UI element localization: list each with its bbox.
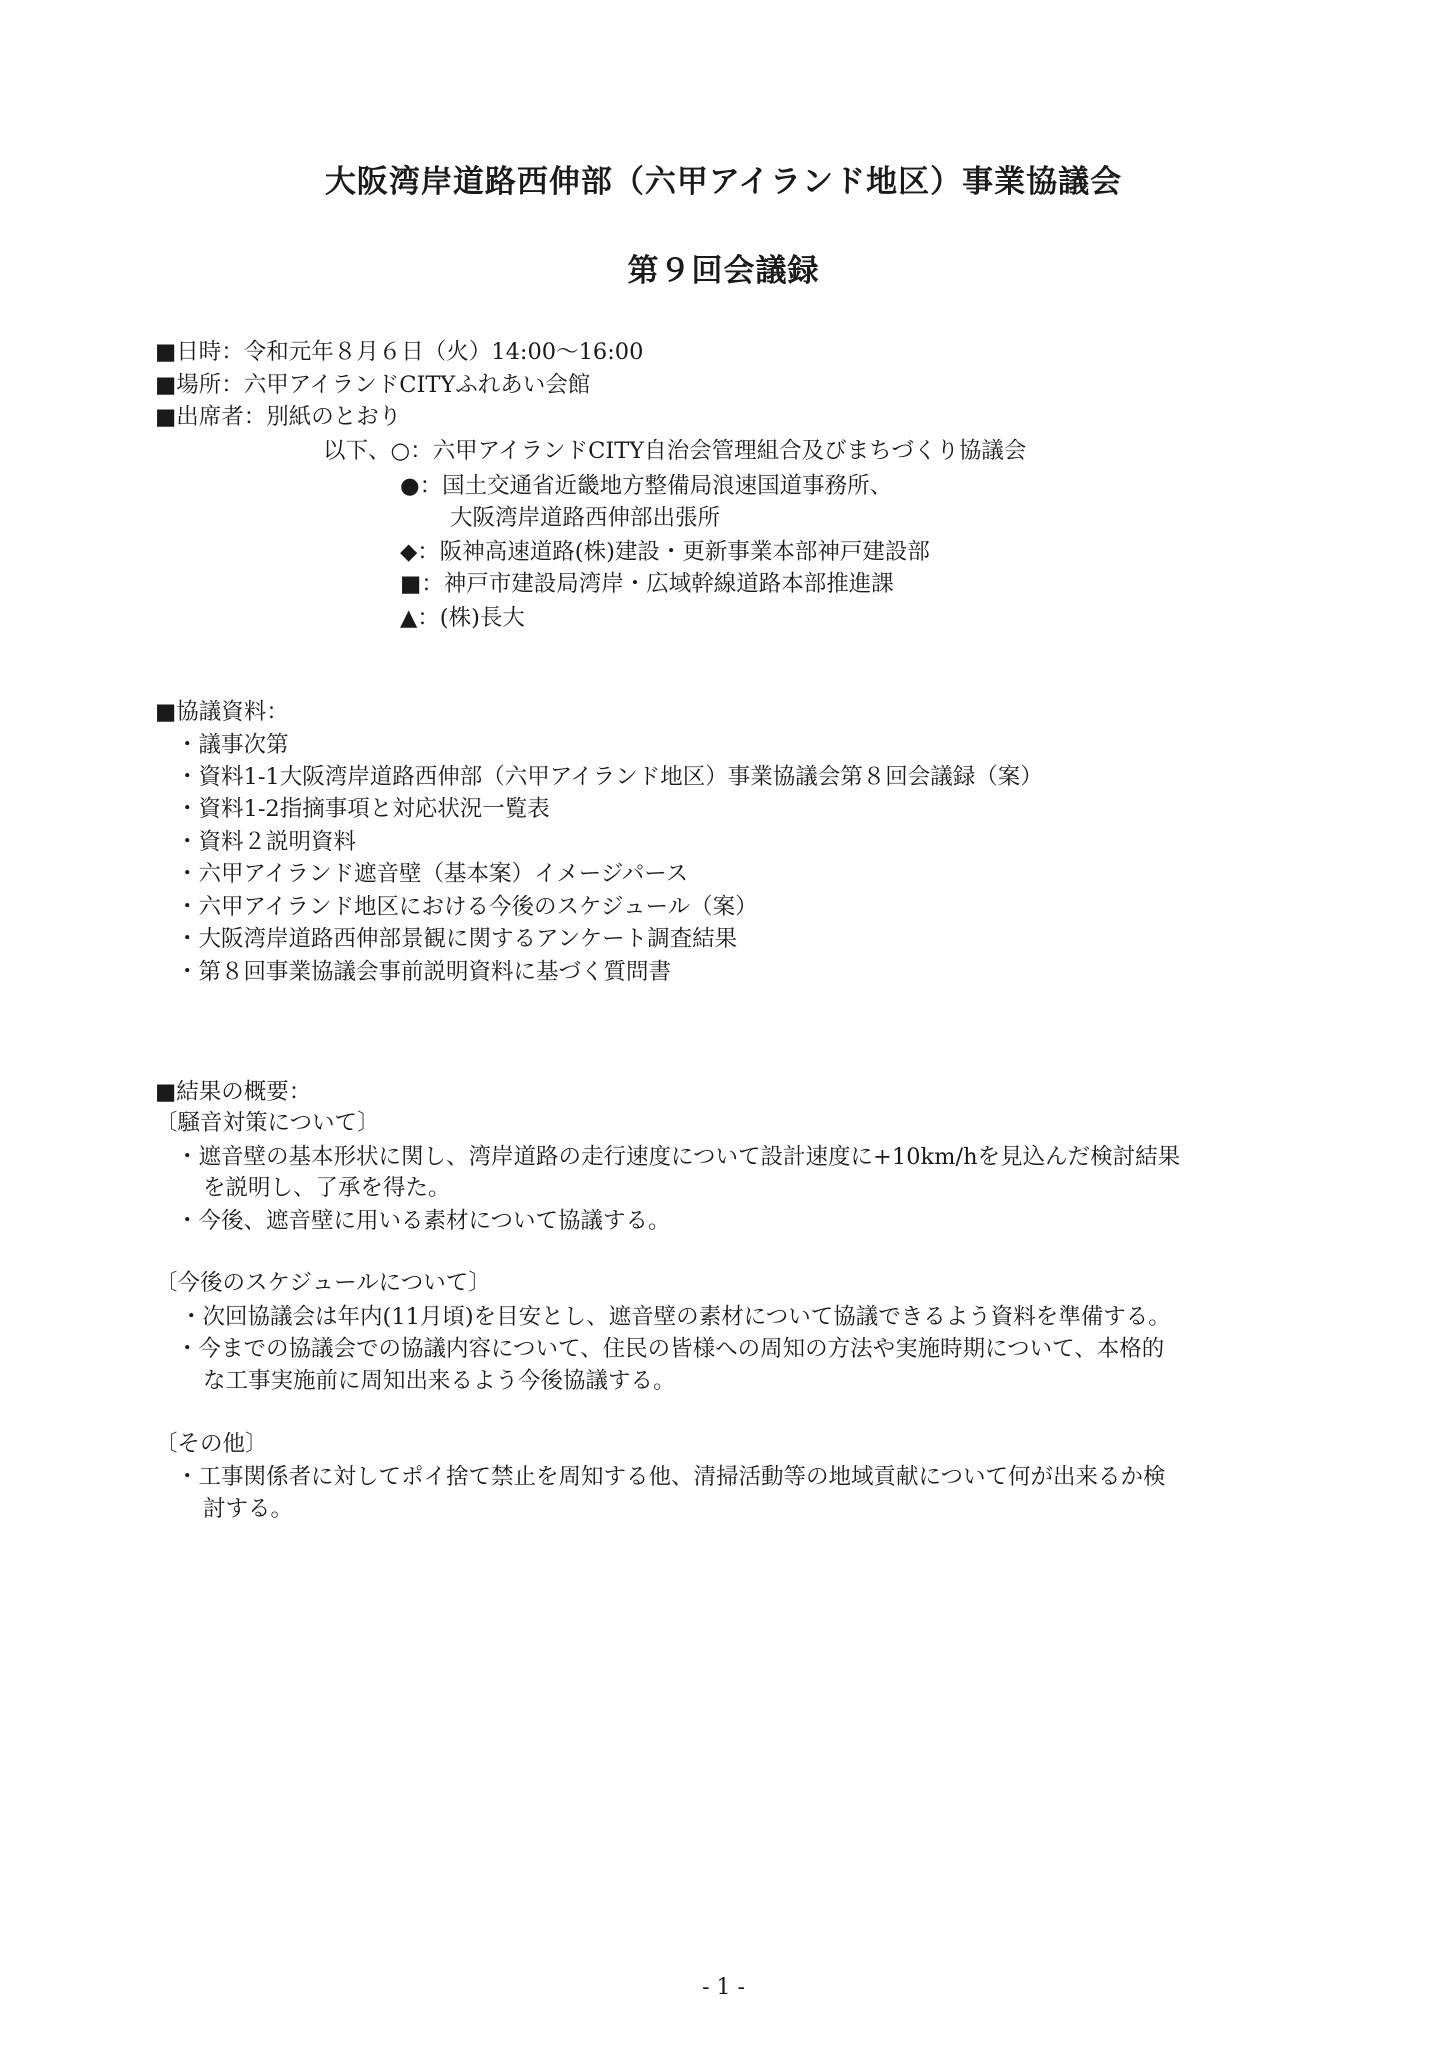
- results-line: を説明し、了承を得た。: [203, 1175, 451, 1201]
- meeting-datetime: ■日時：令和元年８月６日（火）14:00～16:00: [155, 339, 644, 365]
- materials-item: ・六甲アイランド遮音壁（基本案）イメージパース: [176, 861, 689, 887]
- materials-item: ・資料1-2指摘事項と対応状況一覧表: [176, 796, 550, 822]
- results-line: 討する。: [203, 1496, 294, 1522]
- attendee-legend-item: ◆：阪神高速道路(株)建設・更新事業本部神戸建設部: [400, 539, 930, 565]
- materials-item: ・資料２説明資料: [176, 829, 357, 855]
- document-title: 大阪湾岸道路西伸部（六甲アイランド地区）事業協議会: [324, 164, 1123, 200]
- meeting-attendees: ■出席者：別紙のとおり: [155, 404, 402, 430]
- attendee-legend-item: ■：神戸市建設局湾岸・広域幹線道路本部推進課: [400, 571, 894, 597]
- materials-heading: ■協議資料：: [155, 699, 289, 725]
- attendee-legend-item: ▲：(株)長大: [400, 605, 525, 631]
- materials-item: ・大阪湾岸道路西伸部景観に関するアンケート調査結果: [176, 926, 738, 952]
- results-line: ・次回協議会は年内(11月頃)を目安とし、遮音壁の素材について協議できるよう資料を準備する。: [180, 1304, 1171, 1330]
- document-subtitle: 第９回会議録: [627, 253, 820, 289]
- page-number: - 1 -: [702, 1975, 745, 2000]
- attendee-legend-item: 以下、○：六甲アイランドCITY自治会管理組合及びまちづくり協議会: [323, 438, 1027, 464]
- meeting-place: ■場所：六甲アイランドCITYふれあい会館: [155, 372, 591, 398]
- results-line: ・工事関係者に対してポイ捨て禁止を周知する他、清掃活動等の地域貢献について何が出来るか検: [176, 1464, 1166, 1490]
- results-line: な工事実施前に周知出来るよう今後協議する。: [203, 1368, 676, 1394]
- attendee-legend-item: ●：国土交通省近畿地方整備局浪速国道事務所、: [400, 473, 893, 499]
- results-line: ・今後、遮音壁に用いる素材について協議する。: [176, 1208, 671, 1234]
- materials-item: ・資料1-1大阪湾岸道路西伸部（六甲アイランド地区）事業協議会第８回会議録（案）: [176, 764, 1043, 790]
- materials-item: ・第８回事業協議会事前説明資料に基づく質問書: [176, 959, 672, 985]
- results-heading: ■結果の概要：: [155, 1079, 312, 1105]
- results-section-title: 〔その他〕: [155, 1431, 268, 1457]
- attendee-legend-item: 大阪湾岸道路西伸部出張所: [450, 505, 721, 531]
- results-section-title: 〔今後のスケジュールについて〕: [155, 1270, 491, 1296]
- results-line: ・遮音壁の基本形状に関し、湾岸道路の走行速度について設計速度に+10km/hを見込んだ検討結果: [176, 1144, 1181, 1170]
- results-section-title: 〔騒音対策について〕: [155, 1110, 380, 1136]
- materials-item: ・六甲アイランド地区における今後のスケジュール（案）: [176, 894, 758, 920]
- results-line: ・今までの協議会での協議内容について、住民の皆様への周知の方法や実施時期について、本格的: [176, 1336, 1165, 1362]
- materials-item: ・議事次第: [176, 732, 289, 758]
